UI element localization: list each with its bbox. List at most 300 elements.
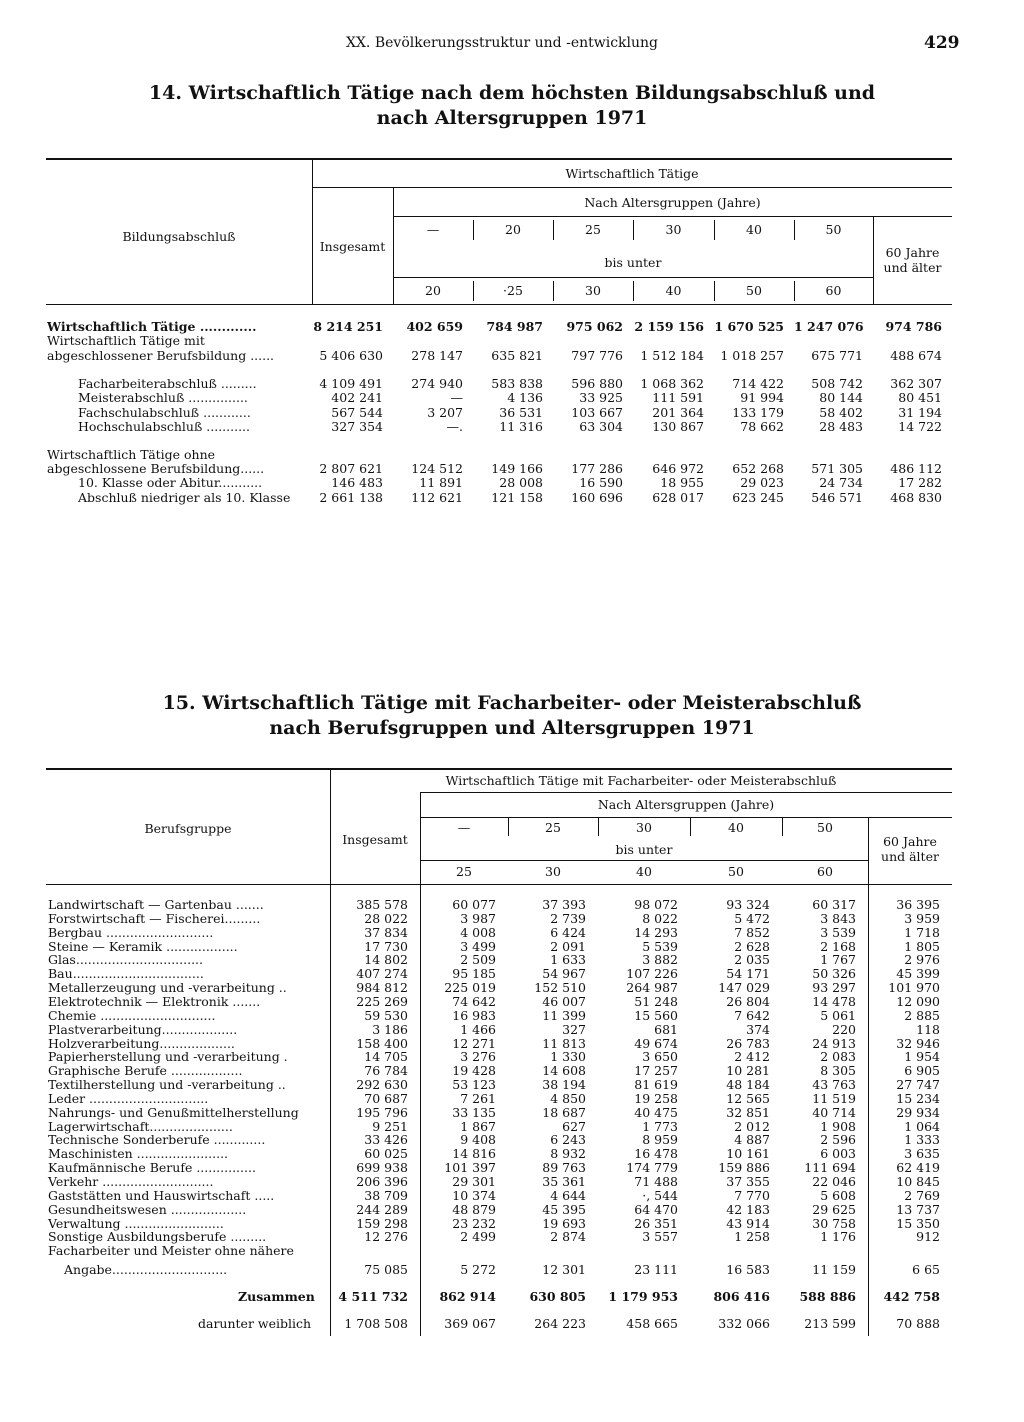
table15-cell: 1 176 (820, 1229, 856, 1245)
table15-cell: 6 003 (820, 1146, 856, 1162)
table15-cell: 118 (916, 1021, 940, 1037)
table14-age-to-cell: 40 (665, 283, 682, 298)
table15-cell: 8 959 (642, 1132, 678, 1148)
table15-cell: 14 816 (452, 1146, 496, 1162)
table15-cell: 6 424 (550, 924, 586, 940)
table15-cell: 10 845 (896, 1174, 940, 1189)
table15-cell: 45 395 (542, 1201, 586, 1217)
table15-cell: 98 072 (634, 897, 678, 912)
table15-cell: 43 914 (726, 1215, 770, 1231)
table15-row-label: Lagerwirtschaft..................... (48, 1118, 233, 1134)
table14-cell: 5 406 630 (319, 348, 383, 363)
table15-row-label: Forstwirtschaft — Fischerei......... (48, 910, 261, 926)
table14-cell: 623 245 (732, 490, 784, 505)
table15-cell: 26 804 (726, 993, 770, 1009)
table15-cell: 627 (562, 1118, 586, 1134)
table14-age-from-cell: 40 (746, 222, 762, 237)
table15-total-cell: 630 805 (529, 1289, 586, 1304)
table14-cell: —. (446, 419, 463, 434)
table14-cell: 91 994 (740, 390, 784, 405)
table14-cell: 468 830 (890, 490, 942, 505)
table14-cell: 488 674 (890, 348, 942, 363)
table15-cell: 38 709 (364, 1187, 408, 1203)
table15-female-cell: 332 066 (718, 1316, 770, 1331)
table15-cell: 74 642 (452, 993, 496, 1009)
table15-cell: 1 633 (550, 952, 586, 968)
table15-cell: 26 351 (634, 1215, 678, 1231)
table15-cell: 12 271 (452, 1035, 496, 1051)
table15-cell: 385 578 (356, 897, 408, 912)
table14-cell: 546 571 (811, 490, 863, 505)
table14-row-label: Abschluß niedriger als 10. Klasse (78, 490, 291, 505)
table14-age-to-cell: 20 (425, 283, 441, 298)
table14-row-label: 10. Klasse oder Abitur........... (78, 475, 263, 490)
table15-row-label: Verwaltung ......................... (48, 1215, 224, 1231)
table15-cell: 42 183 (726, 1201, 770, 1217)
table14-cell: 18 955 (660, 475, 704, 490)
table14-age-from-cell: 50 (825, 222, 842, 237)
table14-age-groups-header: Nach Altersgruppen (Jahre) (584, 195, 761, 210)
table15-cell: 12 301 (542, 1262, 586, 1278)
table15-cell: 5 272 (460, 1262, 496, 1278)
table14-age-from-cell: 20 (505, 222, 521, 237)
table15-cell: 7 642 (734, 1007, 770, 1023)
table15-cell: 8 305 (820, 1063, 856, 1079)
table14-header-tick (553, 220, 554, 240)
table15-cell: 912 (916, 1229, 940, 1245)
table14-row-label: Wirtschaftlich Tätige ............. (47, 319, 257, 334)
table15-row-label: Maschinisten ....................... (48, 1146, 229, 1162)
table15-cell: 3 539 (820, 924, 856, 940)
table15-age-to-cell: 60 (817, 864, 833, 879)
table14-row-label: Hochschulabschluß ........... (78, 419, 250, 434)
table14-header-tick (794, 220, 795, 240)
table15-age-to-cell: 30 (545, 864, 561, 879)
table15-total-label: Zusammen (238, 1289, 315, 1304)
table15-cell: 60 317 (812, 897, 856, 912)
table15-row-label: Plastverarbeitung................... (48, 1021, 238, 1037)
table15-cell: 159 886 (718, 1160, 770, 1176)
table15-cell: 220 (832, 1021, 856, 1037)
table14-cell: 508 742 (811, 376, 863, 391)
table14-cell: 58 402 (819, 405, 863, 420)
table15-cell: 33 135 (452, 1104, 496, 1120)
table15-cell: 23 111 (634, 1262, 678, 1278)
table15-cell: 51 248 (634, 993, 678, 1009)
table15-cell: 264 987 (626, 980, 678, 996)
table15-age-from-cell: 30 (636, 820, 652, 835)
table15-cell: 12 090 (896, 993, 940, 1009)
table15-cell: 1 718 (904, 924, 940, 940)
table14-cell: 78 662 (740, 419, 784, 434)
table15-cell: 6 905 (904, 1063, 940, 1079)
table15-cell: 23 232 (452, 1215, 496, 1231)
table15-cell: 101 397 (444, 1160, 496, 1176)
table15-cell: 1 805 (904, 938, 940, 954)
table15-cell: 3 499 (460, 938, 496, 954)
table14-age-to-cell: 30 (585, 283, 601, 298)
table14-cell: 797 776 (571, 348, 623, 363)
table15-row-label: Elektrotechnik — Elektronik ....... (48, 993, 261, 1009)
table15-cell: 14 705 (364, 1049, 408, 1065)
table15-cell: 29 934 (896, 1104, 940, 1120)
table14-cell: 31 194 (898, 405, 942, 420)
table14-cell: 24 734 (819, 475, 863, 490)
table15-cell: 14 293 (634, 924, 678, 940)
table15-cell: 22 046 (812, 1174, 856, 1189)
table15-cell: 48 184 (726, 1077, 770, 1093)
table15-cell: 29 625 (812, 1201, 856, 1217)
table15-cell: 225 269 (356, 993, 408, 1009)
table14-cell: 11 316 (499, 419, 543, 434)
table15-cell: 4 850 (550, 1090, 586, 1106)
table14-header-tick (633, 281, 634, 301)
table15-row-label: Chemie ............................. (48, 1007, 216, 1023)
table14-title-line2: nach Altersgruppen 1971 (376, 107, 648, 129)
table14-cell: 2 661 138 (319, 490, 383, 505)
table15-cell: 152 510 (534, 980, 586, 996)
table14-cell: 402 659 (406, 319, 463, 334)
table15-cell: ·, 544 (642, 1187, 678, 1203)
table15-cell: 101 970 (888, 980, 940, 996)
table15-cell: 89 763 (542, 1160, 586, 1176)
table15-total-cell: 588 886 (799, 1289, 856, 1304)
table15-female-cell: 70 888 (896, 1316, 940, 1331)
table15-row-label: Landwirtschaft — Gartenbau ....... (48, 897, 264, 912)
table14-cell: 583 838 (491, 376, 543, 391)
table15-cell: 11 159 (812, 1262, 856, 1278)
table15-cell: 12 565 (726, 1090, 770, 1106)
table15-cell: 2 739 (550, 910, 586, 926)
table14-row-label: Facharbeiterabschluß ......... (78, 376, 257, 391)
table15-age-groups-header: Nach Altersgruppen (Jahre) (597, 797, 775, 812)
table15-cell: 30 758 (812, 1215, 856, 1231)
table15-cell: 11 399 (542, 1007, 586, 1023)
table15-cell: 1 867 (460, 1118, 496, 1134)
table14-cell: 1 018 257 (720, 348, 784, 363)
table15-row-label: Technische Sonderberufe ............. (48, 1132, 266, 1148)
table14-header-tick (473, 220, 474, 240)
table14-cell: 646 972 (652, 461, 704, 476)
table15-age-from-cell: — (457, 820, 471, 835)
table14-header-tick (714, 220, 715, 240)
table15-row-label: Bergbau ........................... (48, 924, 214, 940)
table14-cell: — (450, 390, 463, 405)
table14-cell: 402 241 (331, 390, 383, 405)
table15-cell: 19 258 (634, 1090, 678, 1106)
table14-cell: 177 286 (571, 461, 623, 476)
table14-cell: 14 722 (898, 419, 942, 434)
table15-cell: 2 499 (460, 1229, 496, 1245)
table15-cell: 76 784 (364, 1063, 408, 1079)
table15-cell: 3 650 (642, 1049, 678, 1065)
table15-cell: 195 796 (356, 1104, 408, 1120)
table15-row-label: Holzverarbeitung................... (48, 1035, 235, 1051)
table15-female-cell: 369 067 (444, 1316, 496, 1331)
table15-cell: 1 954 (904, 1049, 940, 1065)
table14-header-tick (553, 281, 554, 301)
table15-cell: 6 243 (550, 1132, 586, 1148)
table15-cell: 2 035 (734, 952, 770, 968)
table15-cell: 75 085 (364, 1262, 408, 1278)
table14-cell: 17 282 (898, 475, 942, 490)
table15-cell: 37 355 (726, 1174, 770, 1189)
table15-cell: 699 938 (356, 1160, 408, 1176)
table15-cell: 7 261 (460, 1090, 496, 1106)
table14-row-label: Fachschulabschluß ............ (78, 405, 251, 420)
table15-cell: 38 194 (542, 1077, 586, 1093)
table15-cell: 14 478 (812, 993, 856, 1009)
table14-cell: 1 670 525 (714, 319, 784, 334)
table15-header-tick (690, 818, 691, 836)
table15-cell: 11 519 (812, 1090, 856, 1106)
table14-cell: 146 483 (331, 475, 383, 490)
table15-row-label: Gaststätten und Hauswirtschaft ..... (48, 1187, 275, 1203)
table15-cell: 3 987 (460, 910, 496, 926)
table15-cell: 244 289 (356, 1201, 408, 1217)
table15-cell: 54 967 (542, 966, 586, 982)
table15-cell: 2 412 (734, 1049, 770, 1065)
table15-cell: 49 674 (634, 1035, 678, 1051)
table15-cell: 8 932 (550, 1146, 586, 1162)
table15-cell: 174 779 (626, 1160, 678, 1176)
table15-cell: 48 879 (452, 1201, 496, 1217)
table15-cell: 6 65 (912, 1262, 940, 1278)
table15-rule (420, 817, 952, 818)
table15-top-rule (46, 768, 952, 770)
table14-header-tick (473, 281, 474, 301)
table15-cell: 40 714 (812, 1104, 856, 1120)
table15-row-label: Gesundheitswesen ................... (48, 1201, 247, 1217)
table14-rule (312, 187, 952, 188)
table15-header-bottom-rule (46, 884, 952, 885)
table14-cell: 112 621 (411, 490, 463, 505)
table14-cell: 675 771 (811, 348, 863, 363)
table15-row-label: Sonstige Ausbildungsberufe ......... (48, 1229, 267, 1245)
table15-cell: 53 123 (452, 1077, 496, 1093)
table15-group-header: Wirtschaftlich Tätige mit Facharbeiter- oder Meisterabschluß (445, 773, 837, 788)
table15-cell: 2 091 (550, 938, 586, 954)
table15-female-label: darunter weiblich (198, 1316, 312, 1331)
table15-cell: 28 022 (364, 910, 408, 926)
table14-last-header-1: 60 Jahre (885, 245, 940, 260)
table14-age-from-cell: 30 (665, 222, 682, 237)
table15-cell: 3 186 (372, 1021, 408, 1037)
table14-cell: 327 354 (331, 419, 383, 434)
table15-cell: 3 635 (904, 1146, 940, 1162)
table15-cell: 4 887 (734, 1132, 770, 1148)
table15-cell: 1 466 (460, 1021, 496, 1037)
running-title: XX. Bevölkerungsstruktur und -entwicklung (346, 35, 659, 51)
table15-cell: 18 687 (542, 1104, 586, 1120)
table15-total-header: Insgesamt (342, 832, 408, 847)
table15-cell: 292 630 (356, 1077, 408, 1093)
table14-cell: 29 023 (740, 475, 784, 490)
table14-cell: 28 008 (499, 475, 543, 490)
table14-cell: 784 987 (486, 319, 543, 334)
table15-rule (420, 792, 952, 793)
table14-row-label: Wirtschaftlich Tätige mit (47, 333, 205, 348)
table15-row-label: Graphische Berufe .................. (48, 1063, 243, 1079)
table15-cell: 10 281 (726, 1063, 770, 1079)
table14-bis-unter: bis unter (604, 255, 662, 270)
table14-divider (312, 160, 313, 304)
table15-age-from-cell: 40 (728, 820, 744, 835)
table15-cell: 2 083 (820, 1049, 856, 1065)
table15-cell: 2 976 (904, 952, 940, 968)
table15-cell: 2 874 (550, 1229, 586, 1245)
table15-cell: 81 619 (634, 1077, 678, 1093)
table15-cell: 64 470 (634, 1201, 678, 1217)
table15-cell: 2 885 (904, 1007, 940, 1023)
table15-age-to-cell: 40 (636, 864, 652, 879)
table14-group-header: Wirtschaftlich Tätige (565, 166, 699, 181)
table14-cell: 149 166 (491, 461, 543, 476)
table14-cell: 974 786 (885, 319, 942, 334)
table14-rule (393, 277, 873, 278)
table15-cell: 59 530 (364, 1007, 408, 1023)
table15-cell: 9 251 (372, 1118, 408, 1134)
table14-cell: 652 268 (732, 461, 784, 476)
table15-cell: 3 276 (460, 1049, 496, 1065)
table14-cell: 635 821 (491, 348, 543, 363)
table15-cell: 2 509 (460, 952, 496, 968)
table15-cell: 16 583 (726, 1262, 770, 1278)
table14-cell: 133 179 (732, 405, 784, 420)
table14-cell: 28 483 (819, 419, 863, 434)
table15-cell: 1 333 (904, 1132, 940, 1148)
table15-cell: 70 687 (364, 1090, 408, 1106)
table14-header-tick (794, 281, 795, 301)
table15-cell: 29 301 (452, 1174, 496, 1189)
table15-cell: 1 767 (820, 952, 856, 968)
table15-row-label: Steine — Keramik .................. (48, 938, 238, 954)
table15-cell: 158 400 (356, 1035, 408, 1051)
table15-row-label: Kaufmännische Berufe ............... (48, 1160, 256, 1176)
table15-cell: 5 608 (820, 1187, 856, 1203)
table14-cell: 130 867 (652, 419, 704, 434)
table14-age-from-cell: 25 (585, 222, 601, 237)
table14-cell: 4 136 (507, 390, 543, 405)
table15-cell: 15 234 (896, 1090, 940, 1106)
table15-cell: 24 913 (812, 1035, 856, 1051)
table15-cell: 1 330 (550, 1049, 586, 1065)
table15-cell: 374 (746, 1021, 770, 1037)
table15-cell: 3 557 (642, 1229, 678, 1245)
table15-cell: 54 171 (726, 966, 770, 982)
table15-cell: 2 012 (734, 1118, 770, 1134)
table15-row-label: Textilherstellung und -verarbeitung .. (48, 1077, 286, 1093)
table15-row-label: Nahrungs- und Genußmittelherstellung (48, 1104, 299, 1120)
table15-header-tick (782, 818, 783, 836)
table15-age-to-cell: 25 (456, 864, 472, 879)
table14-cell: 111 591 (652, 390, 704, 405)
table15-header-tick (598, 818, 599, 836)
table15-cell: 33 426 (364, 1132, 408, 1148)
table15-cell: 206 396 (356, 1174, 408, 1189)
table14-cell: 1 068 362 (640, 376, 704, 391)
table14-header-bottom-rule (46, 304, 952, 305)
table14-cell: 2 807 621 (319, 461, 383, 476)
table14-cell: 571 305 (811, 461, 863, 476)
table15-cell: 984 812 (356, 980, 408, 996)
table14-top-rule (46, 158, 952, 160)
table15-cell: 4 008 (460, 924, 496, 940)
table14-cell: 278 147 (411, 348, 463, 363)
table14-cell: 1 512 184 (640, 348, 704, 363)
table14-cell: 121 158 (491, 490, 543, 505)
table15-row-label: Bau................................. (48, 966, 204, 982)
table15-cell: 1 258 (734, 1229, 770, 1245)
table15-cell: 1 908 (820, 1118, 856, 1134)
table15-cell: 40 475 (634, 1104, 678, 1120)
table15-cell: 7 770 (734, 1187, 770, 1203)
table15-cell: 19 693 (542, 1215, 586, 1231)
table15-cell: 60 077 (452, 897, 496, 912)
table15-row-label: Metallerzeugung und -verarbeitung .. (48, 980, 287, 996)
table15-cell: 107 226 (626, 966, 678, 982)
table14-cell: 63 304 (579, 419, 623, 434)
table14-cell: 36 531 (499, 405, 543, 420)
table15-cell: 32 946 (896, 1035, 940, 1051)
table15-cell: 16 478 (634, 1146, 678, 1162)
table15-total-cell: 4 511 732 (338, 1289, 408, 1304)
table15-cell: 36 395 (896, 897, 940, 912)
table15-cell: 37 393 (542, 897, 586, 912)
table14-cell: 80 144 (819, 390, 863, 405)
table15-cell: 2 596 (820, 1132, 856, 1148)
table15-age-from-cell: 50 (817, 820, 833, 835)
table14-row-label: abgeschlossener Berufsbildung ...... (47, 348, 275, 363)
table15-cell: 10 161 (726, 1146, 770, 1162)
table14-cell: 11 891 (419, 475, 463, 490)
table15-total-cell: 806 416 (713, 1289, 770, 1304)
table15-female-cell: 213 599 (804, 1316, 856, 1331)
table15-cell: 12 276 (364, 1229, 408, 1245)
table15-cell: 9 408 (460, 1132, 496, 1148)
table15-cell: 681 (654, 1021, 678, 1037)
table15-cell: 60 025 (364, 1146, 408, 1162)
table14-total-header: Insgesamt (319, 239, 386, 254)
table15-row-label: Papierherstellung und -verarbeitung . (48, 1049, 288, 1065)
table15-cell: 3 959 (904, 910, 940, 926)
table15-header-tick (508, 818, 509, 836)
table15-cell: 2 168 (820, 938, 856, 954)
table15-cell: 225 019 (444, 980, 496, 996)
table14-row-label: abgeschlossene Berufsbildung...... (47, 461, 265, 476)
table15-row-label: Facharbeiter und Meister ohne nähere (48, 1243, 294, 1259)
table15-cell: 71 488 (634, 1174, 678, 1189)
table15-female-cell: 264 223 (534, 1316, 586, 1331)
table15-cell: 19 428 (452, 1063, 496, 1079)
table14-cell: 628 017 (652, 490, 704, 505)
table14-cell: 3 207 (427, 405, 463, 420)
table15-cell: 14 608 (542, 1063, 586, 1079)
table14-cell: 975 062 (566, 319, 623, 334)
table15-cell: 27 747 (896, 1077, 940, 1093)
table15-title-line1: 15. Wirtschaftlich Tätige mit Facharbeiter- oder Meisterabschluß (162, 692, 862, 714)
table15-cell: 1 064 (904, 1118, 940, 1134)
table15-cell: 26 783 (726, 1035, 770, 1051)
table15-row-label: Angabe............................. (64, 1262, 228, 1278)
table14-age-to-cell: 60 (825, 283, 842, 298)
table14-cell: 274 940 (411, 376, 463, 391)
table14-cell: 80 451 (898, 390, 942, 405)
table15-cell: 159 298 (356, 1215, 408, 1231)
table15-cell: 50 326 (812, 966, 856, 982)
table15-last-header-2: und älter (881, 849, 939, 864)
table14-cell: 8 214 251 (313, 319, 383, 334)
